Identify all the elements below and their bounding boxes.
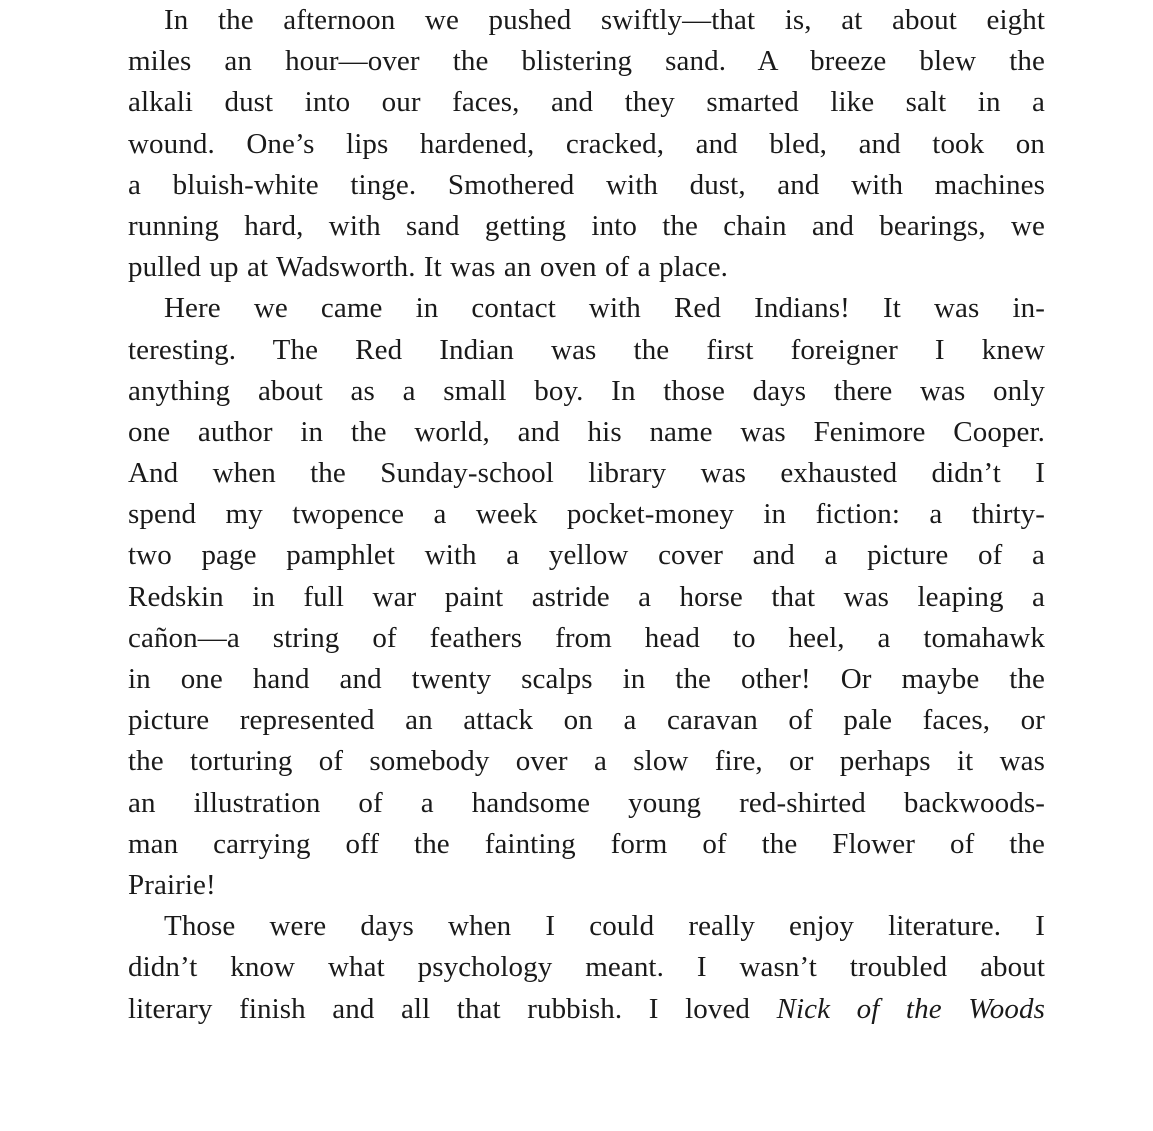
paragraph-1: [128, 0, 1045, 288]
text-line: teresting. The Red Indian was the first foreigner I knew: [128, 333, 1045, 366]
text-line: didn’t know what psychology meant. I wasn’t troubled about: [128, 951, 1045, 984]
text-line: one author in the world, and his name was Fenimore Cooper.: [128, 415, 1045, 448]
text-line: an illustration of a handsome young red-shirted backwoods-: [128, 786, 1045, 819]
text-line: anything about as a small boy. In those days there was only: [128, 374, 1045, 407]
text-line-final: [128, 989, 1045, 1030]
text-line: man carrying off the fainting form of the Flower of the: [128, 827, 1045, 860]
text-line: In the afternoon we pushed swiftly—that is, at about eight: [164, 4, 1045, 36]
text-line: picture represented an attack on a caravan of pale faces, or: [128, 704, 1045, 737]
text-line: in one hand and twenty scalps in the other! Or maybe the: [128, 663, 1045, 695]
text-line: two page pamphlet with a yellow cover and a picture of a: [128, 539, 1045, 572]
text-line: alkali dust into our faces, and they smarted like salt in a: [128, 86, 1045, 119]
text-line: Prairie!: [128, 868, 216, 901]
text-line: pulled up at Wadsworth. It was an oven of a place.: [128, 251, 729, 284]
paragraph-3: [128, 906, 1045, 1030]
text-line: Those were days when I could really enjoy literature. I: [164, 910, 1045, 943]
text-line: spend my twopence a week pocket-money in fiction: a thirty-: [128, 498, 1045, 531]
text-line: miles an hour—over the blistering sand. A breeze blew the: [128, 45, 1045, 78]
text-line: the torturing of somebody over a slow fire, or perhaps it was: [128, 745, 1045, 778]
book-title-italic: Nick of the Woods: [776, 992, 1045, 1025]
page-text: [128, 0, 1045, 1030]
paragraph-2: [128, 288, 1045, 906]
text-line-final-roman: literary finish and all that rubbish. I loved: [128, 992, 777, 1025]
text-line: running hard, with sand getting into the chain and bearings, we: [128, 209, 1045, 242]
text-line: wound. One’s lips hardened, cracked, and bled, and took on: [128, 127, 1045, 160]
text-line: a bluish-white tinge. Smothered with dust, and with machines: [128, 168, 1045, 201]
text-line: And when the Sunday-school library was exhausted didn’t I: [128, 457, 1045, 490]
text-line: Redskin in full war paint astride a horse that was leaping a: [128, 580, 1045, 613]
text-line: cañon—a string of feathers from head to heel, a tomahawk: [128, 621, 1045, 654]
text-line: Here we came in contact with Red Indians! It was in-: [164, 292, 1045, 325]
